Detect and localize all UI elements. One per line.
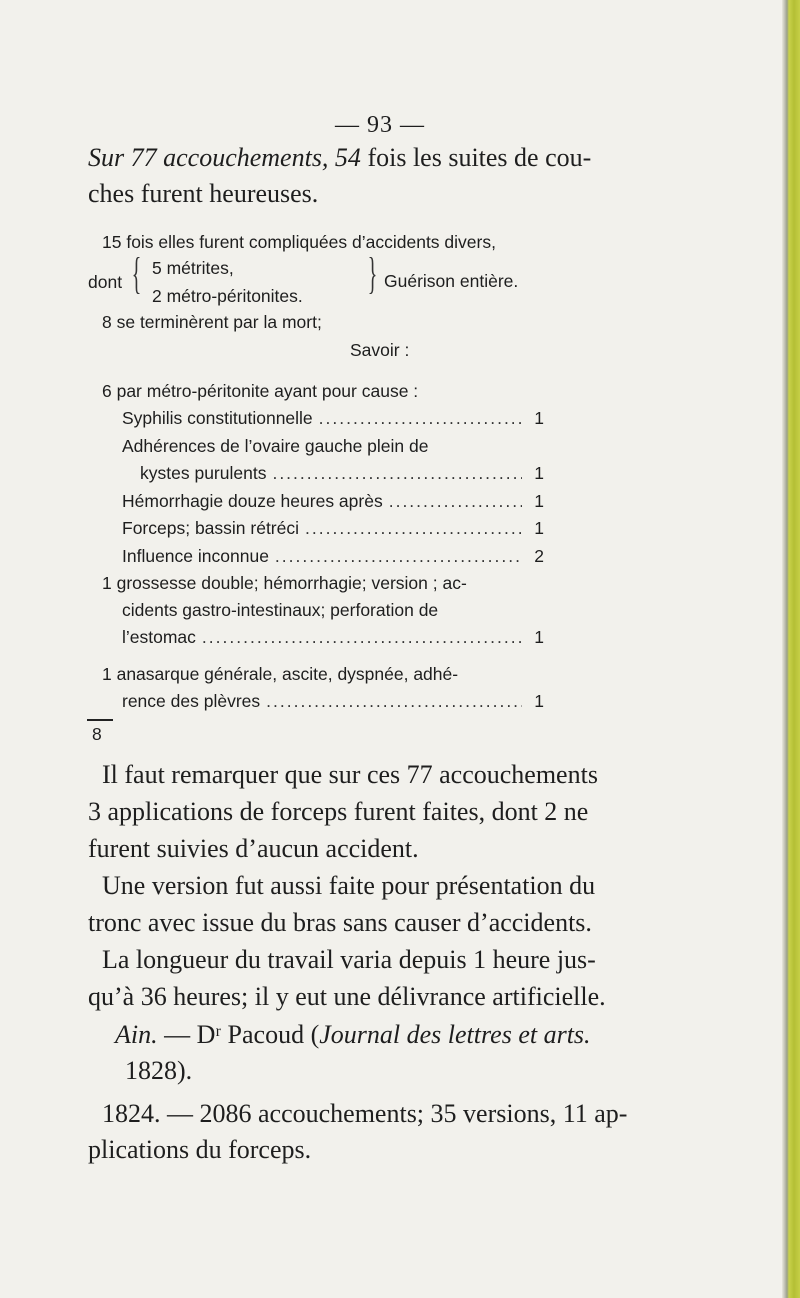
dot-leader — [202, 627, 522, 648]
cause-label: Hémorrhagie douze heures après — [122, 491, 383, 511]
dot-leader — [319, 408, 522, 429]
page-number: — 93 — — [335, 112, 425, 138]
cause-value: 2 — [534, 546, 544, 566]
cause-row — [122, 491, 544, 512]
cause-value: 1 — [534, 518, 544, 538]
savoir-label: Savoir : — [350, 340, 410, 360]
cause-row — [122, 408, 544, 429]
metrites-item: 5 métrites, — [152, 258, 234, 278]
dont-label: dont — [88, 272, 123, 292]
complications-line: 15 fois elles furent compliquées d’accidents divers, — [102, 232, 496, 252]
cause-value: 1 — [534, 408, 544, 428]
cause-label: Syphilis constitutionnelle — [122, 408, 313, 428]
intro-line-1 — [88, 140, 668, 176]
closing-line-1: 1824. — 2086 accouchements; 35 versions, 11 ap- — [102, 1099, 628, 1128]
cause-row — [122, 518, 544, 539]
cause-label: l’estomac — [122, 627, 196, 647]
closing-paragraph — [88, 1096, 668, 1168]
metro-peritonites-item: 2 métro-péritonites. — [152, 286, 303, 306]
total-value: 8 — [92, 724, 102, 744]
intro-rest: fois les suites de cou- — [360, 143, 592, 172]
citation-place: Ain. — [115, 1020, 158, 1049]
remark-line: 3 applications de forceps furent faites, dont 2 ne — [88, 797, 589, 826]
cause-row — [122, 627, 544, 648]
dot-leader — [275, 546, 522, 567]
twin-line-1: 1 grossesse double; hémorrhagie; version ; ac- — [102, 573, 467, 593]
guerison-outcome: Guérison entière. — [384, 271, 519, 291]
twin-line-2: cidents gastro-intestinaux; perforation de — [122, 600, 439, 620]
cause-value: 1 — [534, 627, 544, 647]
citation — [115, 1017, 675, 1089]
citation-journal: Journal des lettres et arts. — [319, 1020, 591, 1049]
citation-year: 1828). — [125, 1056, 193, 1085]
cause-label: rence des plèvres — [122, 691, 261, 711]
cause-value: 1 — [534, 691, 544, 711]
causes-header: 6 par métro-péritonite ayant pour cause : — [102, 381, 419, 401]
remark-line: furent suivies d’aucun accident. — [88, 834, 419, 863]
dot-leader — [272, 463, 522, 484]
remark-line: Une version fut aussi faite pour présentation du — [102, 871, 596, 900]
remark-line: tronc avec issue du bras sans causer d’accidents. — [88, 908, 592, 937]
cause-row — [122, 546, 544, 567]
dot-leader — [389, 491, 522, 512]
book-spine-edge — [782, 0, 800, 1298]
cause-label: Influence inconnue — [122, 546, 269, 566]
left-brace: { — [131, 249, 142, 298]
cause-row — [140, 463, 544, 484]
dot-leader — [305, 518, 522, 539]
cause-value: 1 — [534, 491, 544, 511]
intro-paragraph — [88, 140, 668, 212]
cause-label: Forceps; bassin rétréci — [122, 518, 300, 538]
intro-italic: Sur 77 accouchements, 54 — [88, 143, 361, 172]
remarks-paragraph — [88, 756, 668, 1015]
remark-line: La longueur du travail varia depuis 1 heure jus- — [102, 945, 596, 974]
remark-line: Il faut remarquer que sur ces 77 accouchements — [102, 760, 598, 789]
intro-line-2: ches furent heureuses. — [88, 179, 319, 208]
right-brace: } — [367, 249, 378, 298]
dot-leader — [266, 691, 522, 712]
anasarque-line-1: 1 anasarque générale, ascite, dyspnée, adhé- — [102, 664, 459, 684]
citation-doctor: Dʳ Pacoud — [196, 1020, 305, 1049]
total-rule — [87, 719, 113, 721]
citation-line-1: Ain. — Dʳ Pacoud (Journal des lettres et arts. — [115, 1020, 591, 1049]
cause-row — [122, 691, 544, 712]
citation-dash: — — [157, 1020, 197, 1049]
closing-line-2: plications du forceps. — [88, 1135, 312, 1164]
cause-label: kystes purulents — [140, 463, 267, 483]
deaths-line: 8 se terminèrent par la mort; — [102, 312, 322, 332]
cause-value: 1 — [534, 463, 544, 483]
cause-label-multiline: Adhérences de l’ovaire gauche plein de — [122, 436, 429, 456]
remark-line: qu’à 36 heures; il y eut une délivrance artificielle. — [88, 982, 606, 1011]
